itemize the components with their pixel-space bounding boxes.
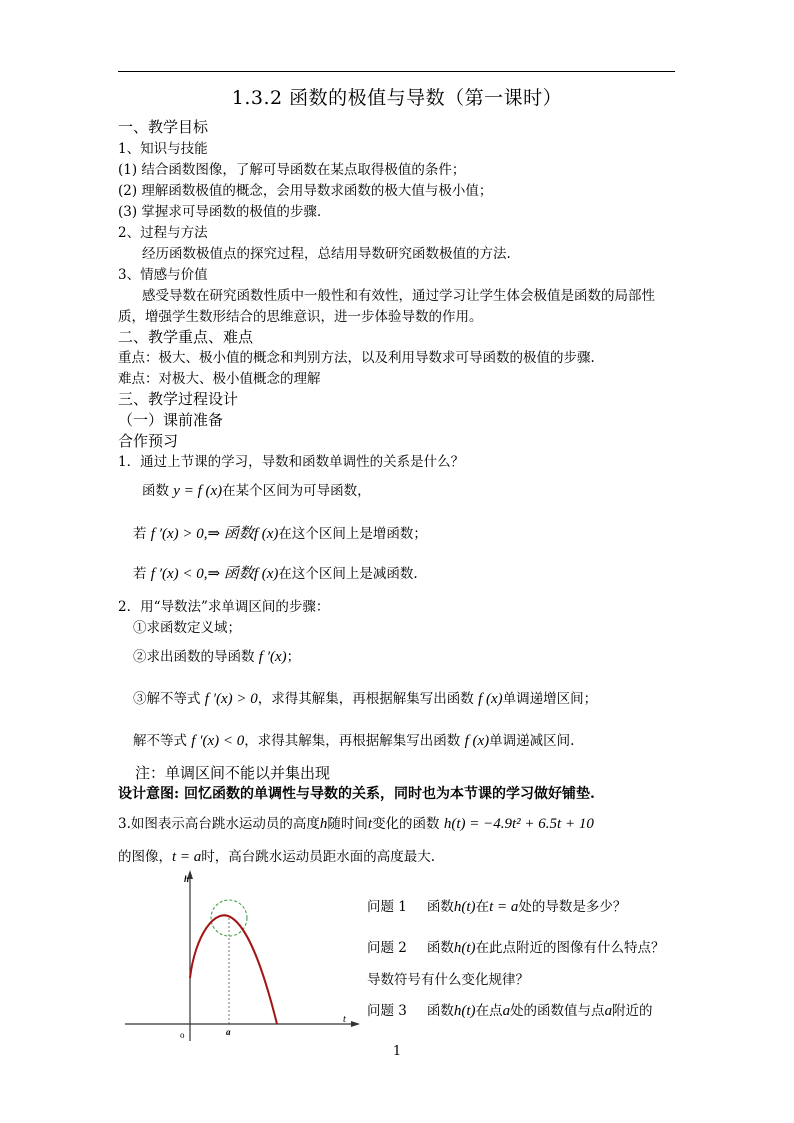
values-text-1: 感受导数在研究函数性质中一般性和有效性，通过学习让学生体会极值是函数的局部性 [142, 288, 655, 304]
question-1: 1．通过上节课的学习，导数和函数单调性的关系是什么？ [118, 454, 465, 470]
section-heading-1: 一、教学目标 [118, 118, 209, 136]
question-p2-cont: 导数符号有什么变化规律？ [367, 972, 529, 988]
question-3-line-1: 3.如图表示高台跳水运动员的高度h随时间t变化的函数 h(t) = −4.9t² + 6.5t + 10 [118, 816, 594, 832]
process-text: 经历函数极值点的探究过程，总结用导数研究函数极值的方法. [142, 246, 511, 262]
section-heading-3: 三、教学过程设计 [118, 390, 239, 408]
subsection-1-2: 2、过程与方法 [118, 225, 208, 241]
objective-item-2: (2) 理解函数极值的概念，会用导数求函数的极大值与极小值； [118, 183, 493, 199]
question-3-line-2: 的图像，t = a时，高台跳水运动员距水面的高度最大. [118, 849, 436, 865]
question-2: 2．用“导数法”求单调区间的步骤： [118, 599, 330, 615]
page-title: 1.3.2 函数的极值与导数（第一课时） [231, 87, 563, 109]
a-label: a [226, 1027, 231, 1037]
q2-step-3: ③解不等式 f ′(x) > 0，求得其解集，再根据解集写出函数 f (x)单调递增区间； [133, 691, 598, 707]
difficult-points: 难点：对极大、极小值概念的理解 [118, 371, 321, 387]
y-axis-label: h [184, 874, 190, 884]
origin-label: o [180, 1030, 185, 1040]
header-rule [118, 71, 675, 72]
subsection-1-1: 1、知识与技能 [118, 141, 208, 157]
q2-note: 注：单调区间不能以并集出现 [135, 764, 331, 782]
x-axis-arrow [351, 1021, 360, 1027]
objective-item-1: (1) 结合函数图像，了解可导函数在某点取得极值的条件； [118, 162, 466, 178]
q2-step-4: 解不等式 f ′(x) < 0，求得其解集，再根据解集写出函数 f (x)单调递减区间. [133, 733, 575, 749]
q1-line-2: 若 f ′(x) > 0,⇒ 函数f (x)在这个区间上是增函数； [133, 526, 427, 542]
objective-item-3: (3) 掌握求可导函数的极值的步骤. [118, 204, 322, 220]
subsection-1-3: 3、情感与价值 [118, 267, 208, 283]
q1-line-3: 若 f ′(x) < 0,⇒ 函数f (x)在这个区间上是减函数. [133, 566, 418, 582]
values-text-2: 质，增强学生数形结合的思维意识，进一步体验导数的作用。 [118, 309, 483, 325]
preview-heading: 合作预习 [118, 432, 179, 450]
question-p3: 问题 3 函数h(t)在点a处的函数值与点a附近的 [367, 1003, 653, 1019]
height-curve [190, 915, 277, 1024]
design-intent: 设计意图: 回忆函数的单调性与导数的关系，同时也为本节课的学习做好铺垫. [118, 786, 595, 802]
height-time-graph [120, 866, 360, 1046]
question-p2: 问题 2 函数h(t)在此点附近的图像有什么特点？ [367, 940, 665, 956]
page-number: 1 [392, 1044, 402, 1059]
key-points: 重点：极大、极小值的概念和判别方法，以及利用导数求可导函数的极值的步骤. [118, 350, 595, 366]
q2-step-1: ①求函数定义域； [133, 620, 241, 636]
x-axis-label: t [343, 1014, 346, 1025]
q2-step-2: ②求出函数的导函数 f ′(x)； [133, 649, 301, 665]
subsection-3-1: （一）课前准备 [118, 411, 224, 429]
q1-line-1: 函数 y = f (x)在某个区间为可导函数， [142, 483, 371, 499]
question-p1: 问题 1 函数h(t)在t = a处的导数是多少？ [367, 899, 627, 915]
section-heading-2: 二、教学重点、难点 [118, 328, 254, 346]
